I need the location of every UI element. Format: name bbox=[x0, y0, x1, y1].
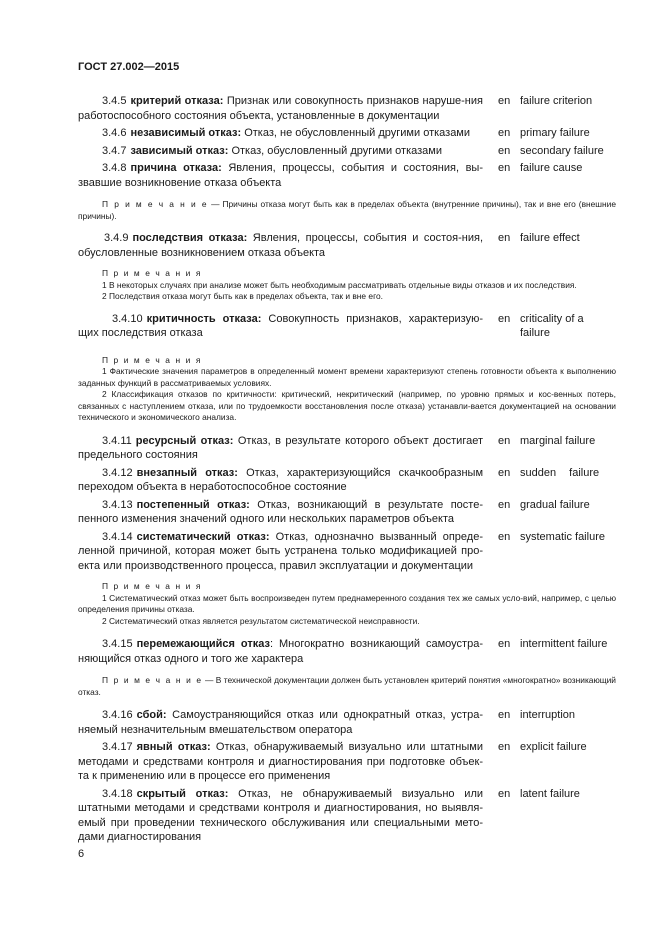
lang-code: en bbox=[498, 638, 511, 650]
note-label: П р и м е ч а н и е bbox=[102, 675, 203, 685]
term-definition: Отказ, не обусловленный другими отказами bbox=[241, 127, 471, 139]
note-block bbox=[78, 268, 616, 303]
term-definition: Явления, процессы, события и состояния, вы-звавшие возникновение отказа объекта bbox=[78, 162, 483, 189]
term-entry bbox=[78, 94, 616, 123]
term-number: 3.4.13 bbox=[102, 498, 133, 511]
notes-heading: П р и м е ч а н и я bbox=[102, 354, 202, 365]
term-name: ресурсный отказ: bbox=[135, 434, 234, 447]
term-definition: Отказ, обнаруживаемый визуально или штатными методами и средствами контроля и диагностирования при подготовке объек-та к применению или в процессе его применения bbox=[78, 741, 483, 782]
term-name: внезапный отказ: bbox=[136, 466, 238, 479]
term-number: 3.4.16 bbox=[102, 709, 133, 721]
english-equivalent: sudden failure bbox=[520, 466, 600, 479]
english-equivalent: criticality of a failure bbox=[520, 312, 584, 339]
term-name: причина отказа: bbox=[130, 162, 222, 174]
term-entry bbox=[78, 740, 616, 784]
term-definition: Отказ, в результате которого объект достигает предельного состояния bbox=[78, 434, 484, 461]
note-item: 2 Систематический отказ является результатом систематической неисправности. bbox=[102, 615, 420, 626]
english-equivalent: latent failure bbox=[520, 787, 580, 800]
notes-heading: П р и м е ч а н и я bbox=[102, 581, 202, 591]
term-entry bbox=[78, 126, 616, 141]
english-equivalent: gradual failure bbox=[520, 498, 590, 511]
lang-code: en bbox=[498, 466, 511, 479]
term-definition: Признак или совокупность признаков наруше-ния работоспособного состояния объекта, установленные в документации bbox=[78, 95, 483, 122]
term-name: последствия отказа: bbox=[132, 232, 248, 244]
term-entry bbox=[78, 637, 616, 666]
term-number: 3.4.15 bbox=[102, 638, 133, 650]
term-entry bbox=[78, 144, 616, 159]
lang-code: en bbox=[498, 232, 511, 244]
term-entry bbox=[78, 530, 616, 574]
term-number: 3.4.14 bbox=[102, 530, 133, 543]
lang-code: en bbox=[498, 162, 511, 174]
note-item: 2 Последствия отказа могут быть как в пределах объекта, так и вне его. bbox=[102, 291, 383, 301]
page-number: 6 bbox=[78, 848, 85, 860]
english-equivalent: explicit failure bbox=[520, 741, 587, 753]
term-definition: Отказ, однозначно вызванный опреде-ленной причиной, которая может быть устранена только модификацией про-екта или производственного процесса, правил эксплуатации и документации bbox=[78, 530, 483, 572]
term-entry bbox=[78, 312, 616, 341]
term-number: 3.4.9 bbox=[104, 232, 129, 244]
term-definition: Отказ, обусловленный другими отказами bbox=[228, 144, 443, 157]
term-name: постепенный отказ: bbox=[136, 498, 250, 511]
term-name: критичность отказа: bbox=[146, 312, 262, 325]
lang-code: en bbox=[498, 434, 511, 447]
lang-code: en bbox=[498, 530, 511, 543]
term-definition: Самоустраняющийся отказ или однократный отказ, устра-няемый незначительным вмешательством оператора bbox=[78, 709, 483, 736]
lang-code: en bbox=[498, 709, 511, 721]
note-text: — Причины отказа могут быть как в пределах объекта (внутренние причины), так и вне его (внешние причины). bbox=[78, 199, 616, 221]
term-number: 3.4.18 bbox=[102, 787, 133, 800]
term-number: 3.4.6 bbox=[102, 127, 127, 139]
term-entry bbox=[78, 231, 616, 260]
english-equivalent: systematic failure bbox=[520, 530, 605, 543]
term-name: зависимый отказ: bbox=[130, 144, 229, 157]
term-definition: : Многократно возникающий самоустра-няющийся отказ одного и того же характера bbox=[78, 638, 483, 665]
lang-code: en bbox=[498, 312, 511, 325]
document-header: ГОСТ 27.002—2015 bbox=[78, 61, 180, 73]
term-name: явный отказ: bbox=[136, 741, 211, 753]
english-equivalent: marginal failure bbox=[520, 434, 596, 447]
english-equivalent: intermittent failure bbox=[520, 638, 608, 650]
page-content bbox=[78, 92, 616, 845]
note-item: 1 В некоторых случаях при анализе может быть необходимым рассматривать отдельные виды отказов и их последствия. bbox=[102, 279, 577, 290]
note-text: — В технической документации должен быть установлен критерий понятия «многократно» возникающий отказ. bbox=[78, 675, 616, 697]
english-equivalent: secondary failure bbox=[520, 144, 604, 157]
lang-code: en bbox=[498, 95, 511, 107]
english-equivalent: failure criterion bbox=[520, 95, 593, 107]
notes-heading: П р и м е ч а н и я bbox=[102, 268, 202, 278]
term-name: систематический отказ: bbox=[136, 530, 270, 543]
note-item: 1 Систематический отказ может быть воспроизведен путем преднамеренного создания тех же самых усло-вий, например, с целью определения причины отказа. bbox=[78, 592, 616, 614]
lang-code: en bbox=[498, 127, 511, 139]
term-definition: Совокупность признаков, характеризую-щих последствия отказа bbox=[78, 312, 483, 339]
lang-code: en bbox=[498, 144, 511, 157]
note-label: П р и м е ч а н и е bbox=[102, 199, 209, 209]
term-entry bbox=[78, 708, 616, 737]
term-entry bbox=[78, 434, 616, 463]
english-equivalent: failure effect bbox=[520, 232, 580, 244]
term-number: 3.4.7 bbox=[102, 144, 127, 157]
term-definition: Отказ, возникающий в результате посте-пенного изменения значений одного или нескольких параметров объекта bbox=[78, 498, 483, 525]
note-block bbox=[78, 675, 616, 698]
note-item: 1 Фактические значения параметров в определенный момент времени характеризуют степень готовности объекта к выполнению заданных функций в рассматриваемых условиях. bbox=[78, 366, 616, 388]
lang-code: en bbox=[498, 741, 511, 753]
term-entry bbox=[78, 161, 616, 190]
term-name: критерий отказа: bbox=[130, 95, 224, 107]
english-equivalent: failure cause bbox=[520, 162, 583, 174]
note-item: 2 Классификация отказов по критичности: критический, некритический (например, по уровню прямых и кос-венных потерь, связанных с наступлением отказа, или по трудоемкости восстановления после отказа) устанавли-вается документацией на основании технического и экономического анализа. bbox=[78, 389, 616, 422]
term-number: 3.4.10 bbox=[112, 312, 143, 325]
lang-code: en bbox=[498, 787, 511, 800]
note-block bbox=[78, 581, 616, 627]
term-number: 3.4.11 bbox=[102, 434, 132, 447]
term-entry bbox=[78, 466, 616, 495]
english-equivalent: interruption bbox=[520, 709, 576, 721]
term-number: 3.4.8 bbox=[102, 162, 127, 174]
term-name: скрытый отказ: bbox=[136, 787, 229, 800]
term-definition: Отказ, не обнаруживаемый визуально или штатными методами и средствами контроля и диагностирования, но выявля-емый при проведении технического обслуживания или специальными мето-дами диагностирования bbox=[78, 787, 484, 843]
note-block bbox=[78, 199, 616, 222]
term-entry bbox=[78, 787, 616, 845]
lang-code: en bbox=[498, 498, 511, 511]
term-entry bbox=[78, 498, 616, 527]
term-definition: Явления, процессы, события и состоя-ния, обусловленные возникновением отказа объекта bbox=[78, 232, 484, 259]
term-name: независимый отказ: bbox=[130, 127, 242, 139]
term-definition: Отказ, характеризующийся скачкообразным переходом объекта в неработоспособное состояние bbox=[78, 466, 483, 493]
term-number: 3.4.5 bbox=[102, 95, 127, 107]
note-block bbox=[78, 355, 616, 424]
term-number: 3.4.12 bbox=[102, 466, 133, 479]
term-number: 3.4.17 bbox=[102, 741, 133, 753]
term-name: перемежающийся отказ bbox=[136, 638, 270, 650]
english-equivalent: primary failure bbox=[520, 127, 590, 139]
term-name: сбой: bbox=[136, 709, 167, 721]
